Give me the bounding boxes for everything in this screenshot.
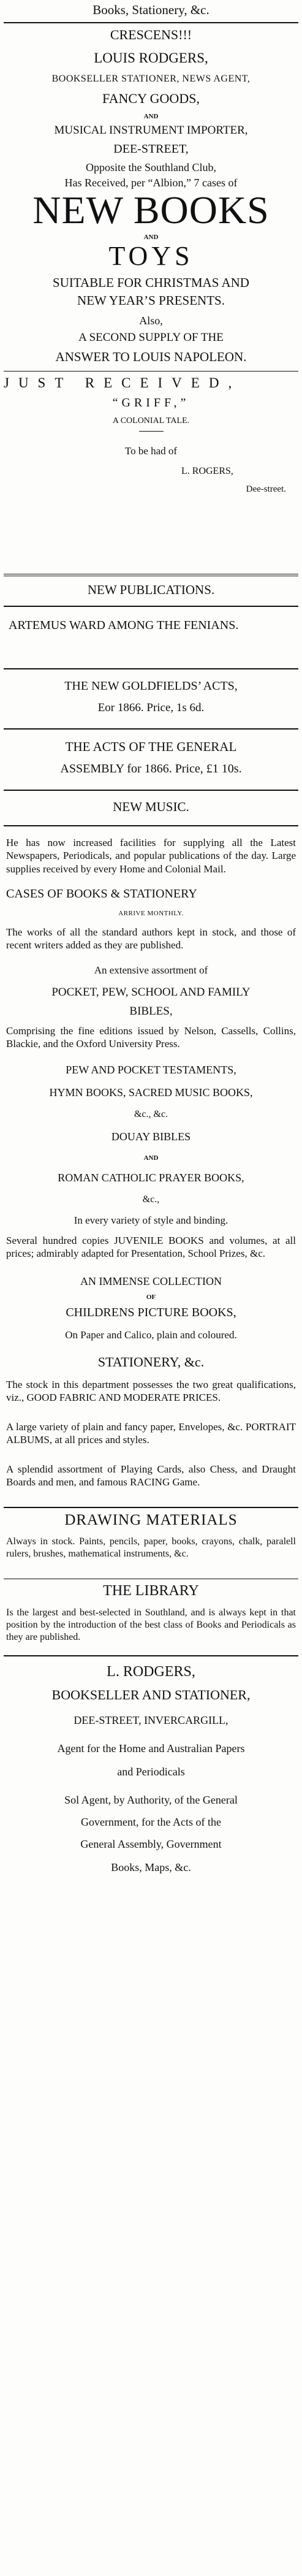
variety-line: In every variety of style and binding. — [74, 1214, 228, 1226]
sole-agent-line-1: Sol Agent, by Authority, of the General — [64, 1794, 238, 1806]
section-rule — [4, 728, 298, 730]
new-books-display: NEW BOOKS — [32, 188, 270, 232]
section-rule — [4, 825, 298, 826]
stationery-heading: STATIONERY, &c. — [97, 1354, 205, 1370]
hymn-books: HYMN BOOKS, SACRED MUSIC BOOKS, — [49, 1086, 253, 1099]
immense-collection: AN IMMENSE COLLECTION — [80, 1275, 222, 1287]
section-rule — [4, 1655, 298, 1656]
second-supply-line: A SECOND SUPPLY OF THE — [78, 331, 224, 344]
general-assembly-acts: THE ACTS OF THE GENERAL — [65, 739, 237, 754]
just-received-line: JUST RECEIVED, — [4, 375, 241, 391]
signature-street: Dee-street. — [246, 484, 286, 494]
footer-trades: BOOKSELLER AND STATIONER, — [51, 1687, 251, 1702]
new-year-line: NEW YEAR’S PRESENTS. — [77, 293, 225, 308]
library-text: Is the largest and best-selected in Southland, and is always kept in that position by the introduction of the best class of Books and Periodicals as they are published. — [6, 1607, 296, 1642]
received-line: Has Received, per “Albion,” 7 cases of — [64, 177, 238, 189]
cases-heading: CASES OF BOOKS & STATIONERY — [6, 887, 197, 901]
roman-catholic-books: ROMAN CATHOLIC PRAYER BOOKS, — [58, 1172, 244, 1184]
drawing-materials-text: Always in stock. Paints, pencils, paper, books, crayons, chalk, paralell rulers, brushes, mathematical instruments, &c. — [6, 1536, 296, 1559]
standard-authors-text: The works of all the standard authors kept in stock, and those of recent writers added as they are published. — [6, 926, 296, 951]
pocket-pew-line: POCKET, PEW, SCHOOL AND FAMILY — [51, 986, 251, 999]
pew-testaments: PEW AND POCKET TESTAMENTS, — [66, 1064, 236, 1076]
of-word: OF — [146, 1294, 156, 1301]
rule — [4, 371, 298, 372]
footer-name: L. RODGERS, — [107, 1664, 195, 1680]
footer-street: DEE-STREET, INVERCARGILL, — [74, 1714, 228, 1726]
new-music-heading: NEW MUSIC. — [113, 799, 189, 814]
general-assembly-price: ASSEMBLY for 1866. Price, £1 10s. — [60, 762, 242, 775]
sole-agent-line-4: Books, Maps, &c. — [111, 1861, 191, 1873]
new-publications-heading: NEW PUBLICATIONS. — [87, 582, 215, 597]
artemus-ward-notice: ARTEMUS WARD AMONG THE FENIANS. — [9, 619, 239, 632]
toys-display: TOYS — [108, 241, 194, 271]
section-rule — [4, 574, 298, 576]
ad-louis-rodgers — [4, 27, 298, 495]
divider — [139, 431, 164, 432]
crescens-heading: CRESCENS!!! — [110, 27, 192, 42]
paper-calico-line: On Paper and Calico, plain and coloured. — [65, 1329, 237, 1341]
library-heading: THE LIBRARY — [103, 1583, 199, 1599]
section-rule — [4, 606, 298, 607]
and-word: AND — [143, 113, 159, 120]
goldfields-acts-price: Eor 1866. Price, 1s 6d. — [97, 701, 205, 714]
section-rule — [4, 790, 298, 791]
etc-line: &c., — [142, 1194, 160, 1205]
fancy-paper-text: A large variety of plain and fancy paper, Envelopes, &c. PORTRAIT ALBUMS, at all prices and styles. — [6, 1421, 296, 1446]
signature-name: L. ROGERS, — [181, 466, 233, 476]
christmas-line: SUITABLE FOR CHRISTMAS AND — [53, 275, 249, 290]
bibles-line: BIBLES, — [129, 1005, 173, 1018]
dee-street: DEE-STREET, — [113, 142, 189, 156]
section-rule — [4, 668, 298, 669]
comprising-text: Comprising the fine editions issued by Nelson, Cassells, Collins, Blackie, and the Oxford University Press. — [6, 1025, 296, 1050]
sole-agent-line-3: General Assembly, Government — [80, 1838, 222, 1850]
header-rule — [4, 22, 298, 23]
also-line: Also, — [139, 314, 163, 327]
fancy-goods: FANCY GOODS, — [102, 91, 200, 106]
stationery-stock-text: The stock in this department possesses the two great qualifications, viz., GOOD FABRIC AND MODERATE PRICES. — [6, 1379, 296, 1404]
sole-agent-line-2: Government, for the Acts of the — [81, 1816, 221, 1828]
etc-line: &c., &c. — [134, 1109, 168, 1119]
bookseller-name: LOUIS RODGERS, — [94, 50, 208, 66]
and-word: AND — [143, 1154, 159, 1162]
to-be-had: To be had of — [124, 445, 178, 457]
playing-cards-text: A splendid assortment of Playing Cards, also Chess, and Draught Boards and men, and famous RACING Game. — [6, 1463, 296, 1488]
and-word: AND — [143, 234, 159, 241]
douay-bibles: DOUAY BIBLES — [111, 1130, 191, 1143]
colonial-tale: A COLONIAL TALE. — [112, 416, 190, 425]
extensive-line: An extensive assortment of — [94, 964, 208, 976]
drawing-materials-heading: DRAWING MATERIALS — [64, 1512, 238, 1528]
childrens-picture-books: CHILDRENS PICTURE BOOKS, — [66, 1306, 236, 1319]
running-title: Books, Stationery, &c. — [92, 2, 210, 17]
agent-line-1: Agent for the Home and Australian Papers — [57, 1742, 245, 1755]
juvenile-books-text: Several hundred copies JUVENILE BOOKS and volumes, at all prices; admirably adapted for Presentation, School Prizes, &c. — [6, 1235, 296, 1260]
griff-title: “GRIFF,” — [112, 396, 190, 410]
goldfields-acts-title: THE NEW GOLDFIELDS’ ACTS, — [64, 679, 238, 693]
intro-paragraph: He has now increased facilities for supplying all the Latest Newspapers, Periodicals, and popular publications of the day. Large supplies received by every Home and Colonial Mail. — [6, 837, 296, 875]
musical-importer: MUSICAL INSTRUMENT IMPORTER, — [54, 124, 248, 137]
section-rule — [4, 1507, 298, 1508]
trades-line: BOOKSELLER STATIONER, NEWS AGENT, — [51, 74, 251, 84]
answer-line: ANSWER TO LOUIS NAPOLEON. — [55, 349, 247, 364]
arrive-monthly: ARRIVE MONTHLY. — [118, 910, 184, 917]
opposite-line: Opposite the Southland Club, — [86, 161, 216, 173]
agent-line-2: and Periodicals — [117, 1766, 185, 1778]
